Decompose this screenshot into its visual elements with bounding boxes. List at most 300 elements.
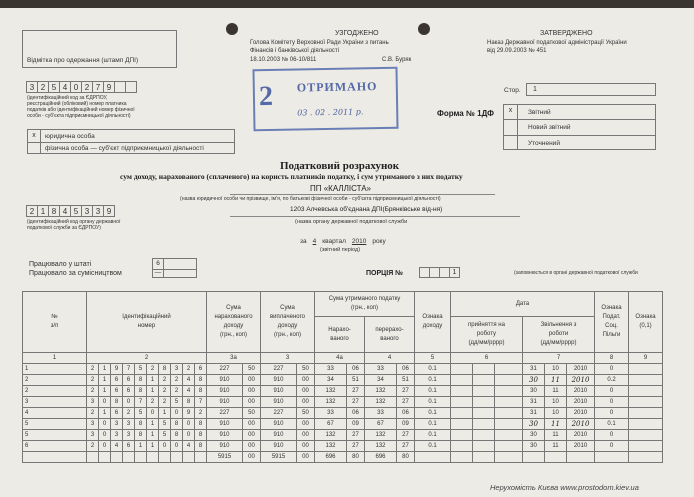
accrued-uah: 910	[207, 430, 243, 441]
empty-cell	[111, 452, 123, 463]
id-digit: 0	[147, 408, 159, 419]
stamp-number: 2	[258, 80, 274, 113]
header-num: № з/п	[23, 292, 87, 353]
paid-kop: 00	[297, 430, 315, 441]
income-sign: 0.1	[415, 441, 451, 452]
staff-state-value[interactable]: 6	[153, 259, 164, 270]
id-digit: 2	[183, 364, 195, 375]
id-digit: 8	[195, 419, 207, 430]
id-digit: 8	[135, 430, 147, 441]
tax-office: 1203 Алчевська об'єднана ДПІ(Брянківське від-ня)	[290, 206, 443, 213]
paid-uah: 227	[261, 364, 297, 375]
hire-date-part	[495, 364, 523, 375]
row-number: 1	[23, 364, 87, 375]
receipt-mark-label: Відмітка про одержання (штамп ДПІ)	[27, 57, 139, 64]
sign01	[629, 375, 663, 386]
fire-date-part: 2010	[567, 397, 595, 408]
period-quarter-label: квартал	[322, 238, 346, 245]
hire-date-part	[473, 397, 495, 408]
fire-date-part: 31	[523, 397, 545, 408]
person-type-checkbox[interactable]	[28, 142, 41, 154]
empty-cell	[545, 452, 567, 463]
withheld-paid-uah: 33	[365, 408, 397, 419]
paid-kop: 50	[297, 364, 315, 375]
fire-date-part: 10	[545, 364, 567, 375]
header-withheld-accrued: Нарахо- ваного	[315, 317, 365, 353]
withheld-accrued-uah: 132	[315, 441, 347, 452]
withheld-accrued-kop: 27	[347, 430, 365, 441]
header-benefit: Ознака Подат. Соц. Пільги	[595, 292, 629, 353]
id-digit: 3	[171, 364, 183, 375]
page-field[interactable]	[526, 83, 656, 96]
hire-date-part	[451, 364, 473, 375]
paid-uah: 910	[261, 430, 297, 441]
id-digit: 1	[147, 375, 159, 386]
empty-cell	[451, 452, 473, 463]
withheld-paid-kop: 27	[397, 397, 415, 408]
id-digit: 2	[159, 386, 171, 397]
id-digit: 2	[87, 441, 99, 452]
accrued-kop: 00	[243, 386, 261, 397]
hire-date-part	[451, 419, 473, 430]
paid-uah: 227	[261, 408, 297, 419]
id-digit: 0	[123, 397, 135, 408]
paid-uah: 910	[261, 386, 297, 397]
approved-line1: Голова Комітету Верховної Ради України з питань	[250, 40, 389, 46]
id-digit: 4	[183, 386, 195, 397]
id-digit: 1	[147, 441, 159, 452]
fire-date-part: 11	[545, 386, 567, 397]
fire-date-part: 31	[523, 364, 545, 375]
id-digit: 3	[87, 419, 99, 430]
id-digit: 8	[135, 386, 147, 397]
hire-date-part	[495, 386, 523, 397]
id-digit: 2	[147, 364, 159, 375]
id-digit: 2	[159, 397, 171, 408]
id-digit: 6	[111, 375, 123, 386]
header-hired: прийняття на роботу (дд/мм/рррр)	[451, 317, 523, 353]
hire-date-part	[473, 386, 495, 397]
column-number: 4а	[315, 353, 365, 364]
id-digit: 3	[123, 430, 135, 441]
totals-row	[23, 452, 663, 463]
id-digit: 6	[111, 408, 123, 419]
report-type-box	[503, 104, 656, 150]
code-digit: 1	[37, 205, 49, 217]
empty-cell	[523, 452, 545, 463]
hire-date-part	[451, 430, 473, 441]
approved-line3: 18.10.2003 № 06-10/811	[250, 57, 317, 63]
id-digit: 8	[195, 386, 207, 397]
staff-state-label: Працювало у штаті	[29, 261, 92, 268]
approved-title: УЗГОДЖЕНО	[335, 30, 379, 37]
id-digit: 8	[135, 375, 147, 386]
id-digit: 0	[183, 430, 195, 441]
sign01	[629, 386, 663, 397]
withheld-paid-uah: 33	[365, 364, 397, 375]
fire-date-part: 10	[545, 408, 567, 419]
accrued-uah: 910	[207, 419, 243, 430]
agent-code-caption: податків або ідентифікаційний номер фізичної	[27, 107, 135, 113]
id-digit: 3	[111, 430, 123, 441]
id-digit: 2	[123, 408, 135, 419]
fire-date-part: 31	[523, 408, 545, 419]
withheld-accrued-kop: 09	[347, 419, 365, 430]
header-withheld-paid: перерахо- ваного	[365, 317, 415, 353]
period-prefix: за	[300, 238, 307, 245]
total-withheld-paid-kop: 80	[397, 452, 415, 463]
paid-kop: 00	[297, 386, 315, 397]
person-type-box	[27, 129, 235, 154]
row-number: 3	[23, 397, 87, 408]
column-number: 8	[595, 353, 629, 364]
table-row	[23, 397, 663, 408]
table-row	[23, 430, 663, 441]
footer-watermark: Нерухомість Києва www.prostodom.kiev.ua	[490, 483, 639, 492]
id-digit: 4	[111, 441, 123, 452]
accrued-uah: 910	[207, 375, 243, 386]
paid-kop: 00	[297, 419, 315, 430]
agent-code	[27, 81, 137, 93]
legal-entity-label: юридична особа	[45, 133, 95, 140]
column-number: 3	[261, 353, 315, 364]
id-digit: 8	[159, 364, 171, 375]
sign01	[629, 419, 663, 430]
fire-date-part: 2010	[567, 419, 595, 430]
hire-date-part	[451, 375, 473, 386]
income-sign: 0.1	[415, 408, 451, 419]
hire-date-part	[451, 441, 473, 452]
column-number: 9	[629, 353, 663, 364]
withheld-accrued-uah: 67	[315, 419, 347, 430]
id-digit: 6	[195, 364, 207, 375]
id-digit: 0	[183, 419, 195, 430]
withheld-accrued-uah: 34	[315, 375, 347, 386]
report-type-option: Новий звітний	[528, 124, 571, 131]
fire-date-part: 2010	[567, 375, 595, 386]
paid-kop: 00	[297, 441, 315, 452]
company-name: ПП «КАЛЛІСТА»	[310, 184, 371, 193]
id-digit: 6	[123, 441, 135, 452]
row-number: 2	[23, 375, 87, 386]
row-number: 5	[23, 430, 87, 441]
empty-cell	[171, 452, 183, 463]
id-digit: 2	[171, 375, 183, 386]
id-digit: 7	[123, 364, 135, 375]
hire-date-part	[473, 419, 495, 430]
withheld-paid-uah: 132	[365, 441, 397, 452]
stamp-date: 03 . 02 . 2011 р.	[297, 107, 364, 118]
code-digit: 2	[26, 205, 38, 217]
confirmed-line1: Наказ Державної податкової адміністрації України	[487, 40, 627, 46]
id-digit: 6	[111, 386, 123, 397]
report-type-option: Уточнений	[528, 140, 560, 147]
code-digit: 3	[92, 205, 104, 217]
withheld-paid-kop: 27	[397, 386, 415, 397]
code-digit	[125, 81, 137, 93]
table-row	[23, 419, 663, 430]
period-year: 2010	[351, 238, 367, 245]
id-digit: 0	[99, 397, 111, 408]
approved-line2: Фінансів і банківської діяльності	[250, 48, 340, 54]
id-digit: 2	[87, 364, 99, 375]
accrued-uah: 227	[207, 364, 243, 375]
hire-date-part	[473, 408, 495, 419]
paid-uah: 910	[261, 419, 297, 430]
accrued-uah: 227	[207, 408, 243, 419]
header-paid: Сума виплаченого доходу (грн., коп)	[261, 292, 315, 353]
id-digit: 1	[147, 419, 159, 430]
id-digit: 2	[195, 408, 207, 419]
fire-date-part: 30	[523, 430, 545, 441]
benefit-sign: 0	[595, 441, 629, 452]
order-value: 1	[449, 267, 460, 278]
total-paid-uah: 5915	[261, 452, 297, 463]
empty-cell	[415, 452, 451, 463]
document-subtitle: сум доходу, нарахованого (сплаченого) на користь платників податку, і сум утриманого з них податку	[120, 172, 463, 181]
paid-uah: 910	[261, 441, 297, 452]
withheld-accrued-uah: 33	[315, 408, 347, 419]
reporting-period	[300, 238, 386, 245]
fire-date-part: 30	[523, 441, 545, 452]
benefit-sign: 0	[595, 397, 629, 408]
empty-cell	[595, 452, 629, 463]
code-digit: 4	[59, 205, 71, 217]
punch-hole	[226, 23, 238, 35]
table-row	[23, 364, 663, 375]
period-quarter: 4	[312, 238, 317, 245]
period-year-label: року	[372, 238, 386, 245]
column-number: 6	[451, 353, 523, 364]
withheld-paid-uah: 34	[365, 375, 397, 386]
paid-kop: 50	[297, 408, 315, 419]
total-accrued-kop: 00	[243, 452, 261, 463]
page-label: Стор.	[504, 87, 521, 94]
hire-date-part	[473, 441, 495, 452]
code-digit: 3	[26, 81, 38, 93]
id-digit: 0	[99, 441, 111, 452]
column-number: 1	[23, 353, 87, 364]
benefit-sign: 0	[595, 430, 629, 441]
benefit-sign: 0.2	[595, 375, 629, 386]
receipt-mark-box	[22, 30, 177, 68]
received-stamp	[252, 67, 398, 132]
header-withheld: Сума утриманого податку (грн., коп)	[315, 292, 415, 317]
id-digit: 0	[99, 419, 111, 430]
company-caption: (назва юридичної особи чи прізвище, ім'я, по батькові фізичної особи - суб'єкта підприємницької діяльності)	[180, 196, 441, 202]
sign01	[629, 430, 663, 441]
empty-cell	[195, 452, 207, 463]
withheld-paid-uah: 132	[365, 430, 397, 441]
period-caption: (звітний період)	[320, 247, 361, 253]
benefit-sign: 0	[595, 364, 629, 375]
withheld-paid-kop: 27	[397, 430, 415, 441]
page-value: 1	[533, 86, 537, 93]
id-digit: 5	[159, 430, 171, 441]
total-withheld-accrued-kop: 80	[347, 452, 365, 463]
withheld-paid-uah: 132	[365, 386, 397, 397]
withheld-accrued-kop: 27	[347, 386, 365, 397]
header-income-sign: Ознака доходу	[415, 292, 451, 353]
agent-code-caption: особи - суб'єкта підприємницької діяльності)	[27, 113, 131, 119]
id-digit: 4	[183, 441, 195, 452]
empty-cell	[183, 452, 195, 463]
office-code-caption: (ідентифікаційний код органу державної	[27, 219, 121, 225]
confirmed-line2: від 29.09.2003 № 451	[487, 48, 547, 54]
fire-date-part: 2010	[567, 364, 595, 375]
id-digit: 8	[195, 430, 207, 441]
person-type-marker[interactable]: х	[28, 130, 41, 143]
report-type-marker[interactable]: х	[504, 105, 518, 120]
hire-date-part	[495, 430, 523, 441]
report-type-checkbox[interactable]	[504, 135, 518, 150]
id-digit: 3	[87, 397, 99, 408]
staff-values-box	[152, 258, 197, 278]
fire-date-part: 2010	[567, 408, 595, 419]
id-digit: 2	[147, 397, 159, 408]
accrued-kop: 00	[243, 430, 261, 441]
column-number: 3а	[207, 353, 261, 364]
document-title: Податковий розрахунок	[280, 160, 400, 172]
code-digit: 7	[92, 81, 104, 93]
total-withheld-accrued-uah: 696	[315, 452, 347, 463]
id-digit: 8	[195, 375, 207, 386]
header-id: Ідентифікаційний номер	[87, 292, 207, 353]
fire-date-part: 2010	[567, 386, 595, 397]
code-digit: 3	[81, 205, 93, 217]
code-digit: 9	[103, 205, 115, 217]
fire-date-part: 2010	[567, 430, 595, 441]
order-label: ПОРЦІЯ №	[366, 270, 403, 277]
approved-signature: С.В. Буряк	[382, 57, 412, 63]
code-digit: 0	[70, 81, 82, 93]
withheld-paid-kop: 27	[397, 441, 415, 452]
code-digit: 2	[81, 81, 93, 93]
id-digit: 5	[135, 364, 147, 375]
withheld-accrued-uah: 132	[315, 397, 347, 408]
id-digit: 3	[123, 419, 135, 430]
id-digit: 8	[183, 397, 195, 408]
empty-cell	[87, 452, 99, 463]
fire-date-part: 30	[523, 419, 545, 430]
hire-date-part	[495, 375, 523, 386]
accrued-kop: 00	[243, 375, 261, 386]
income-sign: 0.1	[415, 397, 451, 408]
fire-date-part: 11	[545, 430, 567, 441]
income-sign: 0.1	[415, 375, 451, 386]
order-cells[interactable]	[420, 267, 460, 278]
accrued-kop: 50	[243, 364, 261, 375]
hire-date-part	[495, 397, 523, 408]
empty-cell	[147, 452, 159, 463]
header-sign01: Ознака (0,1)	[629, 292, 663, 353]
report-type-checkbox[interactable]	[504, 119, 518, 136]
code-digit: 9	[103, 81, 115, 93]
hire-date-part	[473, 430, 495, 441]
hire-date-part	[495, 408, 523, 419]
accrued-uah: 910	[207, 386, 243, 397]
physical-entity-label: фізична особа — суб'єкт підприємницької діяльності	[45, 145, 204, 152]
id-digit: 1	[147, 430, 159, 441]
tax-office-caption: (назва органу державної податкової служби	[295, 219, 408, 225]
id-digit: 6	[123, 375, 135, 386]
withheld-accrued-uah: 33	[315, 364, 347, 375]
fire-date-part: 11	[545, 441, 567, 452]
empty-cell	[629, 452, 663, 463]
hire-date-part	[473, 375, 495, 386]
sign01	[629, 397, 663, 408]
id-digit: 1	[99, 386, 111, 397]
withheld-accrued-uah: 132	[315, 386, 347, 397]
income-sign: 0.1	[415, 419, 451, 430]
id-digit: 1	[147, 386, 159, 397]
header-date: Дата	[451, 292, 595, 317]
id-digit: 1	[99, 375, 111, 386]
benefit-sign: 0	[595, 408, 629, 419]
id-digit: 1	[99, 364, 111, 375]
paid-kop: 00	[297, 375, 315, 386]
id-digit: 0	[171, 408, 183, 419]
id-digit: 5	[159, 419, 171, 430]
report-type-option: Звітний	[528, 109, 551, 116]
withheld-paid-uah: 132	[365, 397, 397, 408]
id-digit: 9	[111, 364, 123, 375]
withheld-accrued-kop: 27	[347, 441, 365, 452]
hire-date-part	[495, 441, 523, 452]
agent-code-caption: (ідентифікаційний код за ЄДРПОУ,	[27, 95, 108, 101]
code-digit: 4	[59, 81, 71, 93]
code-digit: 5	[70, 205, 82, 217]
fire-date-part: 30	[523, 386, 545, 397]
withheld-accrued-kop: 06	[347, 364, 365, 375]
table-row	[23, 408, 663, 419]
hire-date-part	[495, 419, 523, 430]
header-fired: Звільнення з роботи (дд/мм/рррр)	[523, 317, 595, 353]
staff-part-value[interactable]: —	[153, 269, 164, 278]
row-number: 6	[23, 441, 87, 452]
total-withheld-paid-uah: 696	[365, 452, 397, 463]
paid-uah: 910	[261, 375, 297, 386]
id-digit: 1	[135, 441, 147, 452]
fire-date-part: 10	[545, 397, 567, 408]
withheld-accrued-kop: 51	[347, 375, 365, 386]
id-digit: 1	[159, 408, 171, 419]
row-number: 5	[23, 419, 87, 430]
id-digit: 6	[123, 386, 135, 397]
punch-hole	[418, 23, 430, 35]
fire-date-part: 30	[523, 375, 545, 386]
paid-uah: 910	[261, 397, 297, 408]
withheld-accrued-kop: 06	[347, 408, 365, 419]
withheld-paid-kop: 06	[397, 364, 415, 375]
id-digit: 3	[87, 430, 99, 441]
stamp-received: ОТРИМАНО	[296, 79, 378, 95]
withheld-paid-uah: 67	[365, 419, 397, 430]
table-row	[23, 441, 663, 452]
hire-date-part	[451, 408, 473, 419]
fire-date-part: 11	[545, 375, 567, 386]
accrued-uah: 910	[207, 397, 243, 408]
empty-cell	[473, 452, 495, 463]
empty-cell	[99, 452, 111, 463]
id-digit: 4	[183, 375, 195, 386]
office-code-caption: податкової служби за ЄДРПОУ)	[27, 225, 101, 231]
empty-cell	[135, 452, 147, 463]
income-table	[22, 291, 663, 463]
empty-cell	[23, 452, 87, 463]
benefit-sign: 0.1	[595, 419, 629, 430]
id-digit: 5	[135, 408, 147, 419]
